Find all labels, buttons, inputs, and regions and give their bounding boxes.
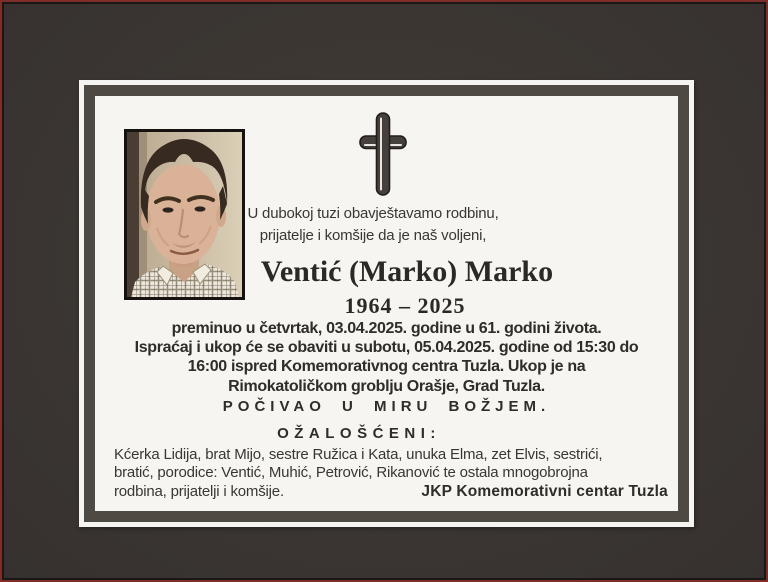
bottom-row (114, 483, 668, 501)
mourners-heading: OŽALOŠĆENI: (277, 425, 441, 442)
obituary-card (79, 80, 694, 527)
intro-text (247, 203, 498, 247)
mourners-line: bratić, porodice: Ventić, Muhić, Petrović, Rikanović te ostala mnogobrojna (114, 464, 588, 482)
intro-line-1: U dubokoj tuzi obavještavamo rodbinu, (247, 205, 499, 222)
deceased-name: Ventić (Marko) Marko (260, 255, 554, 288)
details-line: preminuo u četvrtak, 03.04.2025. godine u 61. godini života. (171, 320, 602, 337)
cross-icon (357, 111, 409, 197)
card-frame-border (84, 85, 689, 522)
card-content (95, 96, 678, 511)
funeral-details (95, 319, 678, 416)
details-line: 16:00 ispred Komemorativnog centra Tuzla. Ukop je na (187, 358, 586, 376)
intro-line-2: prijatelje i komšije da je naš voljeni, (259, 227, 487, 244)
mourners-list (114, 446, 668, 501)
rest-in-peace-line: POČIVAO U MIRU BOŽJEM. (222, 397, 551, 415)
details-line: Rimokatoličkom groblju Orašje, Grad Tuzla. (228, 377, 545, 395)
mourners-line: Kćerka Lidija, brat Mijo, sestre Ružica i Kata, unuka Elma, zet Elvis, sestrići, (114, 446, 603, 463)
portrait-image (127, 132, 242, 297)
mourners-closing: rodbina, prijatelji i komšije. (114, 482, 284, 500)
details-line: Ispraćaj i ukop će se obaviti u subotu, 05.04.2025. godine od 15:30 do (134, 339, 639, 357)
funeral-company-signature: JKP Komemorativni centar Tuzla (421, 482, 668, 500)
life-years: 1964 – 2025 (344, 293, 466, 318)
deceased-photo (124, 129, 245, 300)
